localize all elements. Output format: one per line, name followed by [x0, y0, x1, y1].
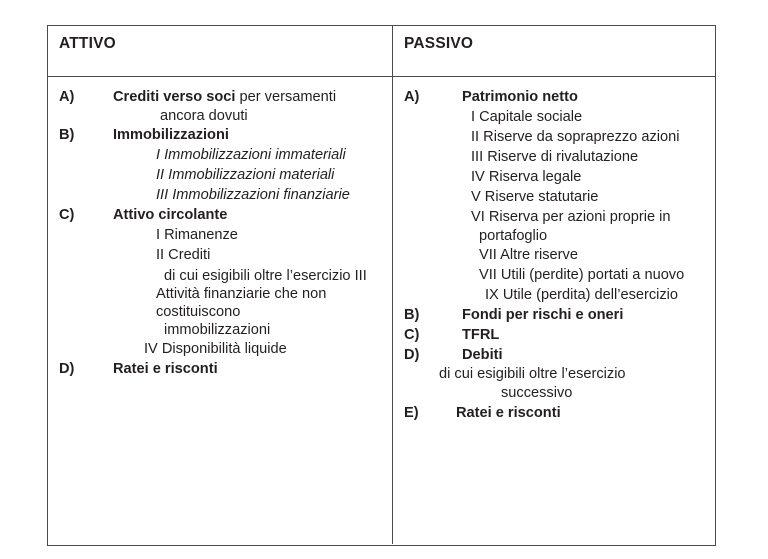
column-title-attivo: ATTIVO [59, 35, 116, 52]
passivo-marker-a: A) [404, 89, 420, 105]
attivo-label-b-bold: Immobilizzazioni [113, 127, 229, 143]
passivo-entry-e [393, 403, 714, 423]
passivo-label-e-bold: Ratei e risconti [456, 405, 561, 421]
table-header-row [48, 26, 715, 77]
passivo-entry-list [393, 77, 714, 423]
attivo-label-c-bold: Attivo circolante [113, 207, 228, 223]
passivo-entry-a-vii: VII Altre riserve [479, 247, 578, 263]
passivo-entry-a [393, 87, 714, 107]
attivo-label-a-normal: per versamenti [235, 89, 337, 105]
passivo-entry-a-iii: III Riserve di rivalutazione [471, 149, 639, 165]
passivo-entry-a-vi-continuation: portafoglio [479, 228, 548, 244]
attivo-entry-d [48, 359, 392, 379]
balance-sheet-table [47, 25, 716, 546]
attivo-marker-c: C) [59, 207, 75, 223]
passivo-label-a-bold: Patrimonio netto [462, 89, 578, 105]
passivo-marker-b: B) [404, 307, 420, 323]
attivo-note-c-line3: costituiscono [156, 304, 241, 320]
passivo-entry-a-ix: IX Utile (perdita) dell’esercizio [485, 287, 679, 303]
passivo-marker-e: E) [404, 405, 419, 421]
passivo-label-d-bold: Debiti [462, 347, 503, 363]
passivo-entry-c [393, 325, 714, 345]
passivo-note-d-line1: di cui esigibili oltre l’esercizio [439, 366, 626, 382]
passivo-entry-d [393, 345, 714, 365]
body-cell-attivo [48, 77, 393, 544]
attivo-entry-a-continuation: ancora dovuti [160, 108, 248, 124]
attivo-note-c-line2: Attività finanziarie che non [156, 286, 327, 302]
attivo-entry-b [48, 125, 392, 145]
passivo-marker-d: D) [404, 347, 420, 363]
passivo-entry-a-v: V Riserve statutarie [471, 189, 599, 205]
attivo-label-d-bold: Ratei e risconti [113, 361, 218, 377]
attivo-marker-d: D) [59, 361, 75, 377]
attivo-note-c-line1: di cui esigibili oltre l’esercizio III [164, 268, 367, 284]
passivo-marker-c: C) [404, 327, 420, 343]
attivo-entry-c [48, 205, 392, 225]
attivo-entry-b-iii: III Immobilizzazioni finanziarie [156, 187, 350, 203]
attivo-entry-b-i: I Immobilizzazioni immateriali [156, 147, 346, 163]
passivo-entry-b [393, 305, 714, 325]
attivo-marker-a: A) [59, 89, 75, 105]
attivo-note-c-line4: immobilizzazioni [164, 322, 271, 338]
attivo-label-a-bold: Crediti verso soci [113, 89, 236, 105]
passivo-label-b-bold: Fondi per rischi e oneri [462, 307, 624, 323]
body-cell-passivo [393, 77, 714, 544]
header-cell-attivo [48, 26, 393, 76]
passivo-entry-a-iv: IV Riserva legale [471, 169, 582, 185]
passivo-entry-a-i: I Capitale sociale [471, 109, 583, 125]
passivo-entry-a-viii: VII Utili (perdite) portati a nuovo [479, 267, 685, 283]
attivo-entry-c-iv: IV Disponibilità liquide [144, 341, 287, 357]
passivo-note-d-line2: successivo [501, 385, 573, 401]
column-title-passivo: PASSIVO [404, 35, 474, 52]
attivo-entry-b-ii: II Immobilizzazioni materiali [156, 167, 335, 183]
passivo-entry-a-ii: II Riserve da sopraprezzo azioni [471, 129, 680, 145]
attivo-entry-c-i: I Rimanenze [156, 227, 238, 243]
attivo-entry-list [48, 77, 392, 379]
passivo-entry-a-vi: VI Riserva per azioni proprie in [471, 209, 671, 225]
table-body-row [48, 77, 715, 544]
passivo-label-c-bold: TFRL [462, 327, 500, 343]
attivo-marker-b: B) [59, 127, 75, 143]
attivo-entry-a [48, 87, 392, 107]
attivo-entry-c-ii: II Crediti [156, 247, 211, 263]
header-cell-passivo [393, 26, 714, 76]
